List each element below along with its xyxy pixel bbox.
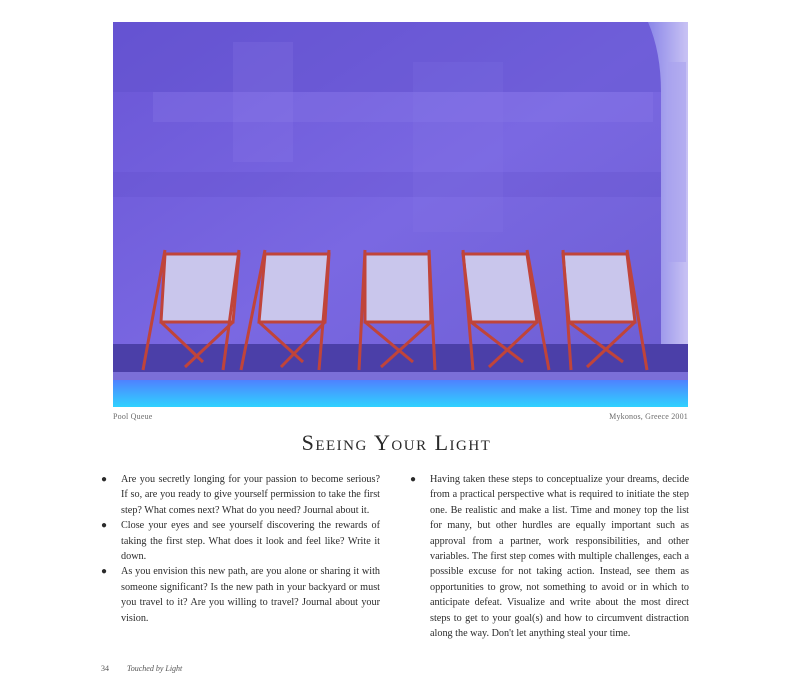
left-column	[101, 472, 380, 626]
section-heading: Seeing Your Light	[301, 430, 492, 455]
photo-caption-title: Pool Queue	[113, 412, 153, 421]
photo-caption-location: Mykonos, Greece 2001	[609, 412, 688, 421]
list-item: ● Having taken these steps to conceptualize your dreams, decide from a practical perspective what is required to initiate the step one. Be realistic and make a list. Time and money top the list for many, but other hurdles are equally important such as approval from a partner, work responsibilities, and other variables. The first step comes with multiple challenges, each a possible excuse for not taking action. Instead, see them as opportunities to grow, not something to avoid or in which to anticipate defeat. Visualize and write about the most direct steps to get to your goal(s) and how to circumvent distraction along the way. Don't let anything steal your time.	[410, 474, 689, 640]
bullet-icon: ●	[101, 566, 108, 578]
list-item: ● Are you secretly longing for your passion to become serious? If so, are you ready to give yourself permission to take the first step? What comes next? What do you need? Journal about it.	[101, 474, 380, 516]
list-item: ● Close your eyes and see yourself discovering the rewards of taking the first step. What does it look and feel like? Write it down.	[101, 520, 380, 563]
right-column	[410, 472, 689, 641]
pool-chairs-photo	[113, 22, 688, 407]
page-footer	[101, 664, 182, 673]
bullet-icon: ●	[101, 520, 108, 532]
book-title: Touched by Light	[127, 664, 183, 673]
bullet-icon: ●	[101, 474, 108, 485]
bullet-icon: ●	[410, 474, 417, 485]
page-number: 34	[101, 664, 109, 673]
list-item: ● As you envision this new path, are you alone or sharing it with someone significant? Is the new path in your backyard or must you travel to it? Are you willing to travel? Journal about your vision.	[101, 566, 380, 624]
